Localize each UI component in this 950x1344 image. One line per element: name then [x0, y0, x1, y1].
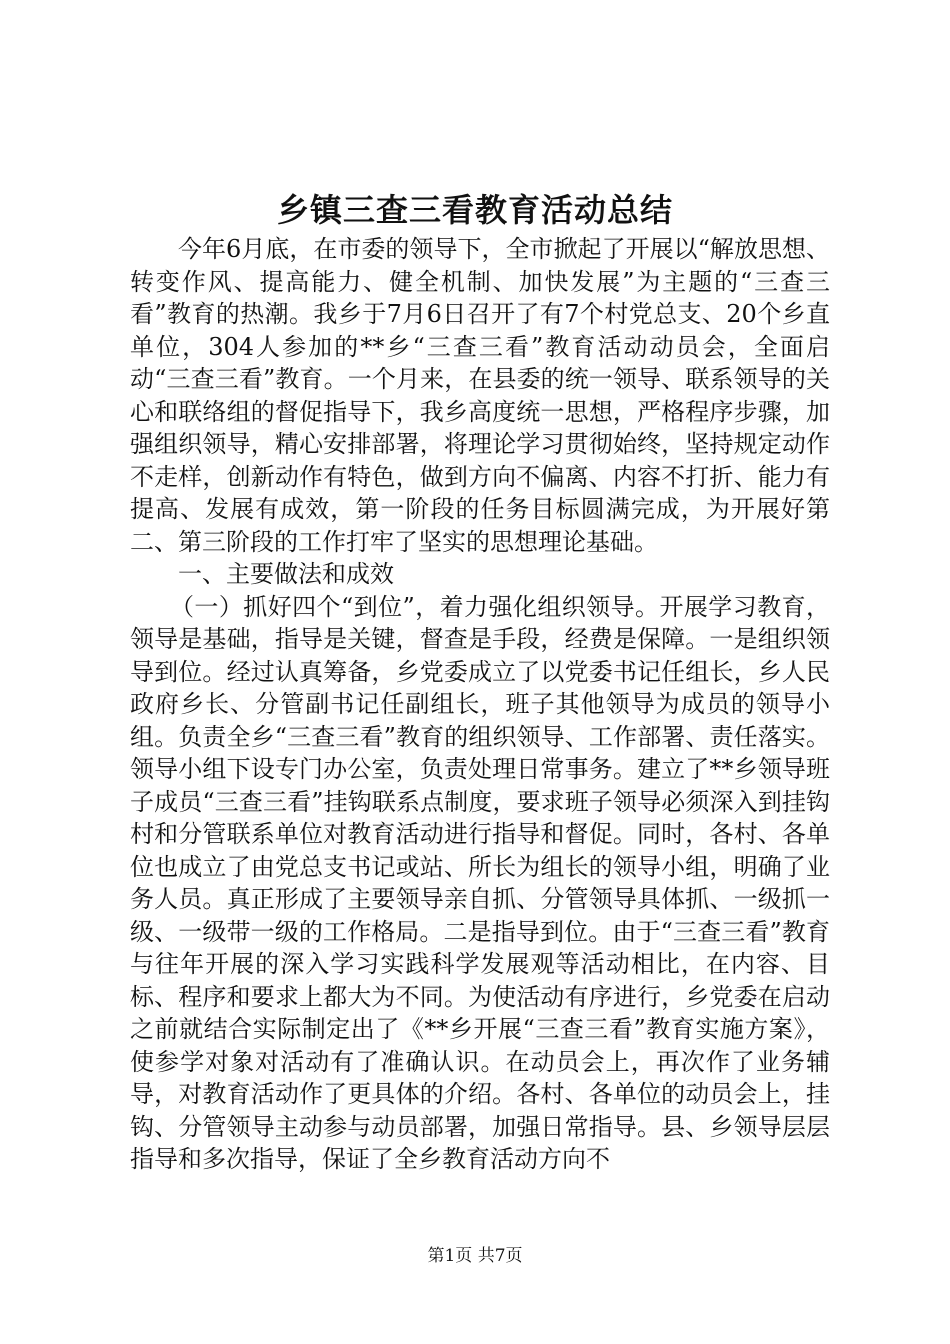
intro-paragraph: 今年6月底，在市委的领导下，全市掀起了开展以“解放思想、转变作风、提高能力、健全机制、加快发展”为主题的“三查三看”教育的热潮。我乡于7月6日召开了有7个村党总支、20个乡直单位，304人参加的**乡“三查三看”教育活动动员会，全面启动“三查三看”教育。一个月来，在县委的统一领导、联系领导的关心和联络组的督促指导下，我乡高度统一思想，严格程序步骤，加强组织领导，精心安排部署，将理论学习贯彻始终，坚持规定动作不走样，创新动作有特色，做到方向不偏离、内容不打折、能力有提高、发展有成效，第一阶段的任务目标圆满完成，为开展好第二、第三阶段的工作打牢了坚实的思想理论基础。 — [130, 235, 830, 556]
section-heading: 一、主要做法和成效 — [178, 560, 394, 588]
document-body — [130, 233, 830, 1176]
page-footer: 第1页 共7页 — [427, 1246, 523, 1266]
document-title: 乡镇三查三看教育活动总结 — [276, 191, 673, 229]
subsection-paragraph: （一）抓好四个“到位”，着力强化组织领导。开展学习教育，领导是基础，指导是关键，督查是手段，经费是保障。一是组织领导到位。经过认真筹备，乡党委成立了以党委书记任组长，乡人民政府乡长、分管副书记任副组长，班子其他领导为成员的领导小组。负责全乡“三查三看”教育的组织领导、工作部署、责任落实。领导小组下设专门办公室，负责处理日常事务。建立了**乡领导班子成员“三查三看”挂钩联系点制度，要求班子领导必须深入到挂钩村和分管联系单位对教育活动进行指导和督促。同时，各村、各单位也成立了由党总支书记或站、所长为组长的领导小组，明确了业务人员。真正形成了主要领导亲自抓、分管领导具体抓、一级抓一级、一级带一级的工作格局。二是指导到位。由于“三查三看”教育与往年开展的深入学习实践科学发展观等活动相比，在内容、目标、程序和要求上都大为不同。为使活动有序进行，乡党委在启动之前就结合实际制定出了《**乡开展“三查三看”教育实施方案》，使参学对象对活动有了准确认识。在动员会上，再次作了业务辅导，对教育活动作了更具体的介绍。各村、各单位的动员会上，挂钩、分管领导主动参与动员部署，加强日常指导。县、乡领导层层指导和多次指导，保证了全乡教育活动方向不 — [130, 592, 830, 1173]
